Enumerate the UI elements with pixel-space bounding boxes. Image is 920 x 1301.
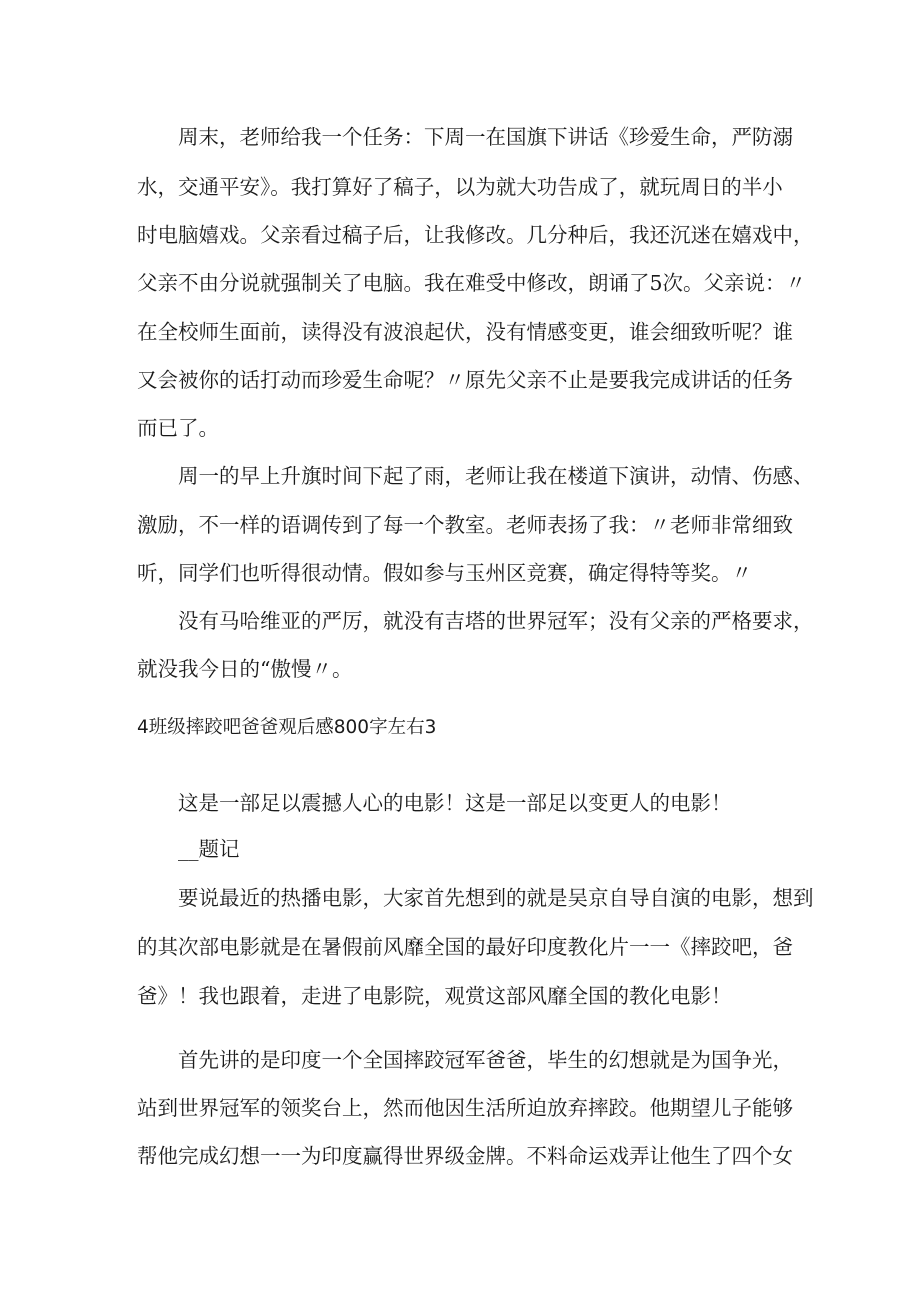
text-line: 站到世界冠军的领奖台上，然而他因生活所迫放弃摔跤。他期望儿子能够 — [137, 1096, 793, 1120]
text-line: 父亲不由分说就强制关了电脑。我在难受中修改，朗诵了5次。父亲说：〃 — [137, 271, 807, 295]
text-line: 而已了。 — [137, 416, 219, 440]
epigraph: __题记 — [178, 837, 240, 861]
text-line: 激励，不一样的语调传到了每一个教室。老师表扬了我：〃老师非常细致 — [137, 513, 793, 537]
section-heading: 4班级摔跤吧爸爸观后感800字左右3 — [137, 717, 437, 738]
text-line: 没有马哈维亚的严厉，就没有吉塔的世界冠军；没有父亲的严格要求， — [178, 609, 814, 633]
intro-line: 这是一部足以震撼人心的电影！这是一部足以变更人的电影！ — [178, 791, 732, 815]
text-line: 帮他完成幻想一一为印度赢得世界级金牌。不料命运戏弄让他生了四个女 — [137, 1144, 793, 1168]
text-line: 就没我今日的“傲慢〃。 — [137, 657, 353, 681]
text-line: 时电脑嬉戏。父亲看过稿子后，让我修改。几分种后，我还沉迷在嬉戏中， — [137, 223, 814, 247]
text-line: 爸》！我也跟着，走进了电影院，观赏这部风靡全国的教化电影！ — [137, 984, 732, 1008]
text-line: 周末，老师给我一个任务：下周一在国旗下讲话《珍爱生命，严防溺 — [178, 125, 793, 149]
text-line: 听，同学们也听得很动情。假如参与玉州区竞赛，确定得特等奖。〃 — [137, 561, 752, 585]
text-line: 周一的早上升旗时间下起了雨，老师让我在楼道下演讲，动情、伤感、 — [178, 464, 814, 488]
text-line: 又会被你的话打动而珍爱生命呢？〃原先父亲不止是要我完成讲话的任务 — [137, 368, 793, 392]
text-line: 的其次部电影就是在暑假前风靡全国的最好印度教化片一一《摔跤吧，爸 — [137, 935, 793, 959]
text-line: 要说最近的热播电影，大家首先想到的就是吴京自导自演的电影，想到 — [178, 886, 814, 910]
text-line: 水，交通平安》。我打算好了稿子，以为就大功告成了，就玩周日的半小 — [137, 175, 783, 199]
text-line: 在全校师生面前，读得没有波浪起伏，没有情感变更，谁会细致听呢？谁 — [137, 320, 793, 344]
text-line: 首先讲的是印度一个全国摔跤冠军爸爸，毕生的幻想就是为国争光， — [178, 1048, 793, 1072]
